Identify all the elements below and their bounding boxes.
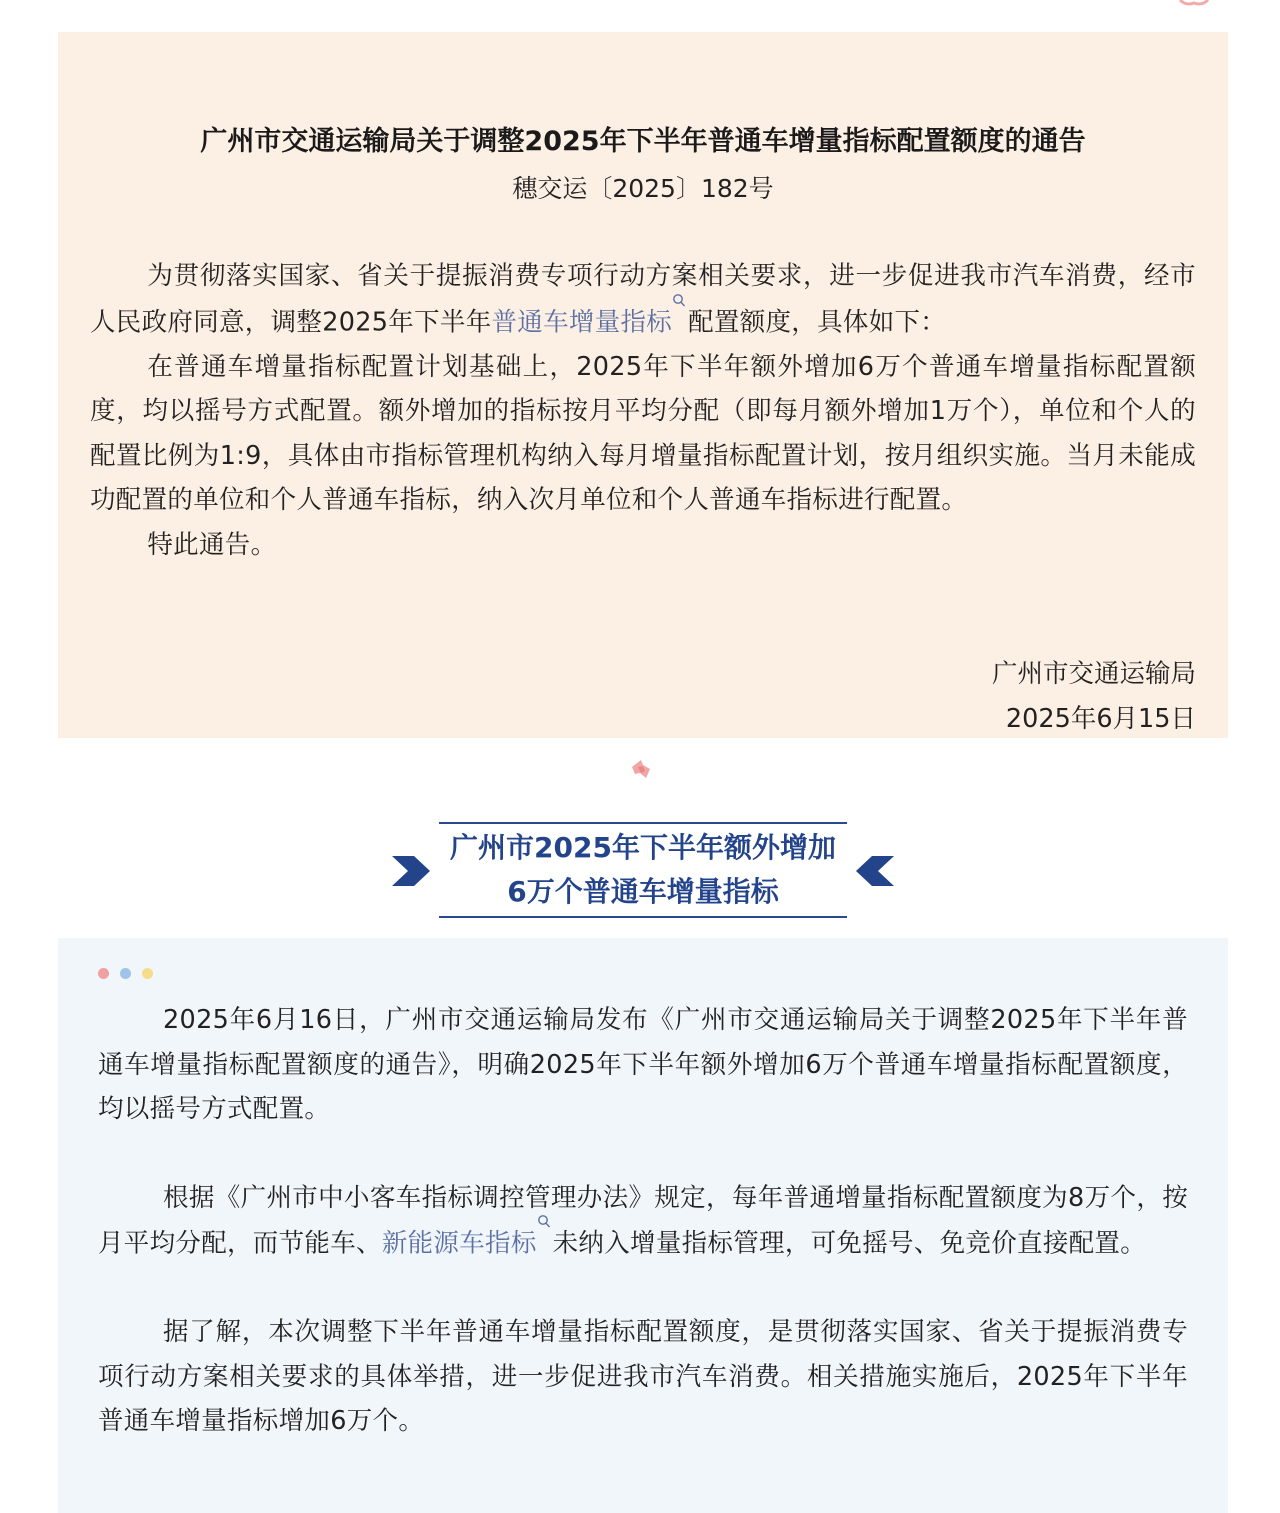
notice-card (58, 32, 1228, 738)
notice-paragraph: 在普通车增量指标配置计划基础上，2025年下半年额外增加6万个普通车增量指标配置额度，均以摇号方式配置。额外增加的指标按月平均分配（即每月额外增加1万个），单位和个人的配置比例为1:9，具体由市指标管理机构纳入每月增量指标配置计划，按月组织实施。当月未能成功配置的单位和个人普通车指标，纳入次月单位和个人普通车指标进行配置。 (90, 351, 1196, 515)
info-paragraph: 2025年6月16日，广州市交通运输局发布《广州市交通运输局关于调整2025年下半年普通车增量指标配置额度的通告》，明确2025年下半年额外增加6万个普通车增量指标配置额度，均以摇号方式配置。 (98, 1005, 1188, 1124)
info-card (58, 938, 1228, 1513)
notice-signer: 广州市交通运输局 (991, 659, 1196, 689)
info-paragraph (98, 1176, 1188, 1267)
info-paragraph: 据了解，本次调整下半年普通车增量指标配置额度，是贯彻落实国家、省关于提振消费专项行动方案相关要求的具体举措，进一步促进我市汽车消费。相关措施实施后，2025年下半年普通车增量指标增加6万个。 (98, 1317, 1188, 1436)
notice-paragraph (90, 254, 1196, 345)
info-body (98, 998, 1188, 1488)
keyword-link-ordinary-car-quota[interactable]: 普通车增量指标 (491, 307, 673, 337)
dot-red-icon (98, 968, 109, 979)
notice-paragraph: 特此通告。 (147, 529, 277, 560)
notice-signature (992, 652, 1196, 741)
arrow-decoration-icon (629, 758, 653, 782)
keyword-link-new-energy-quota[interactable]: 新能源车指标 (381, 1228, 537, 1259)
corner-decoration (1172, 0, 1222, 6)
section-heading-line: 6万个普通车增量指标 (507, 875, 779, 908)
section-heading-line: 广州市2025年下半年额外增加 (450, 831, 836, 864)
info-text: 根据《广州市中小客车指标调控管理办法》规定，每年普通增量指标配置额度为8万个，按月平均分配，而节能车、 (98, 1182, 1188, 1259)
notice-body (90, 254, 1196, 567)
search-icon[interactable] (672, 299, 686, 321)
notice-date: 2025年6月15日 (1005, 703, 1196, 734)
notice-text: 配置额度，具体如下： (688, 307, 947, 337)
chevron-left-icon (856, 856, 894, 886)
section-heading (439, 822, 847, 918)
search-icon[interactable] (537, 1220, 551, 1242)
notice-text: 为贯彻落实国家、省关于提振消费专项行动方案相关要求，进一步促进我市汽车消费，经市人民政府同意，调整2025年下半年 (90, 261, 1196, 337)
chevron-right-icon (392, 856, 430, 886)
dot-yellow-icon (142, 968, 153, 979)
notice-doc-number: 穗交运〔2025〕182号 (512, 174, 774, 203)
info-text: 未纳入增量指标管理，可免摇号、免竞价直接配置。 (552, 1228, 1147, 1259)
notice-title: 广州市交通运输局关于调整2025年下半年普通车增量指标配置额度的通告 (200, 126, 1086, 157)
dot-blue-icon (120, 968, 131, 979)
